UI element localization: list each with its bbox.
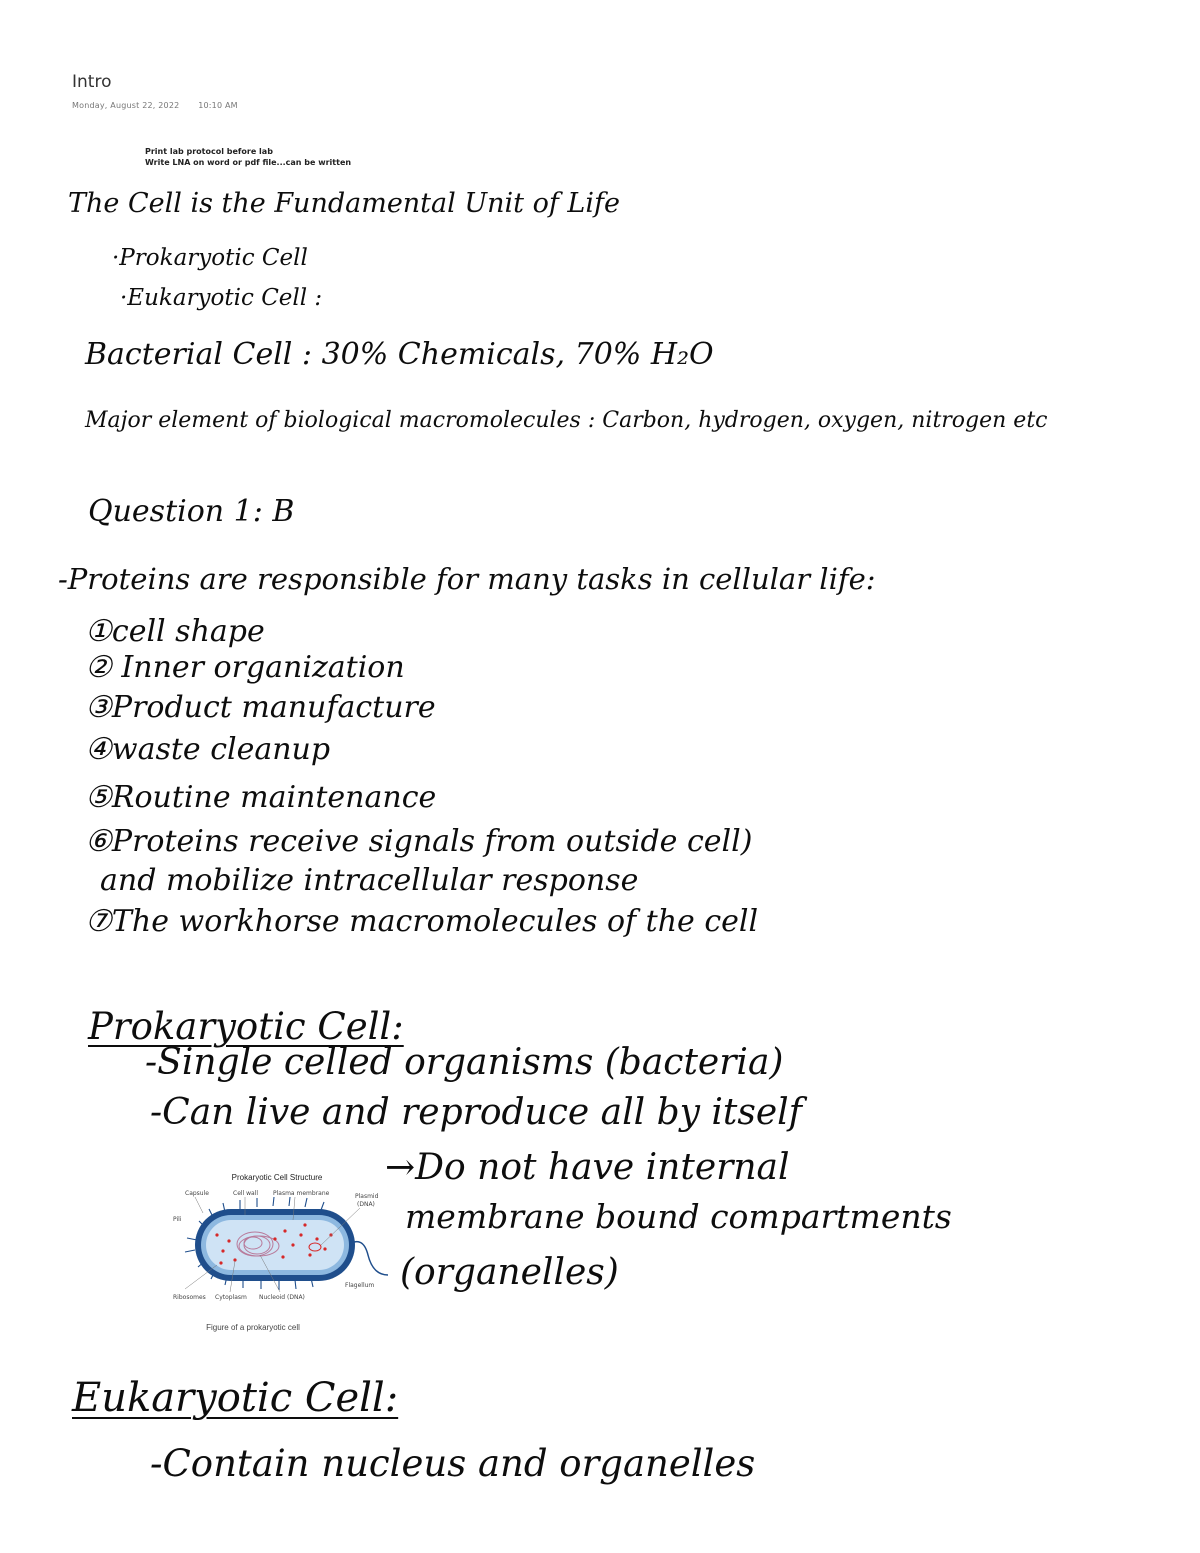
handwriting-line: -Can live and reproduce all by itself [150,1092,802,1133]
typed-note-2: Write LNA on word or pdf file...can be written [145,158,352,167]
page-meta [72,101,238,110]
handwriting-line: →Do not have internal [385,1147,790,1188]
diagram-caption: Figure of a prokaryotic cell [206,1323,300,1332]
handwriting-list-item: ④waste cleanup [85,732,331,767]
handwriting-line: Question 1: B [88,494,295,529]
handwriting-list-item: ·Prokaryotic Cell [112,245,308,271]
handwriting-list-item: ①cell shape [85,614,265,649]
handwriting-line: -Single celled organisms (bacteria) [145,1042,784,1083]
cytoplasm [206,1220,344,1270]
label-plasmid: Plasmid [355,1193,379,1200]
handwriting-line: -Proteins are responsible for many tasks in cellular life: [58,562,876,596]
label-cell-wall: Cell wall [233,1190,259,1197]
page-date: Monday, August 22, 2022 [72,101,180,110]
prokaryotic-cell-diagram [165,1165,390,1345]
label-plasma-membrane: Plasma membrane [273,1190,330,1197]
handwriting-list-item: ·Eukaryotic Cell : [120,285,323,311]
diagram-title: Prokaryotic Cell Structure [231,1173,323,1182]
typed-note-1: Print lab protocol before lab [145,147,273,156]
label-capsule: Capsule [185,1190,209,1197]
handwriting-line: Major element of biological macromolecules : Carbon, hydrogen, oxygen, nitrogen etc [85,408,1048,433]
page-title: Intro [72,72,112,92]
handwriting-line: -Contain nucleus and organelles [150,1442,756,1485]
section-heading-prokaryotic: Prokaryotic Cell: [88,1005,404,1048]
handwriting-heading: The Cell is the Fundamental Unit of Life [68,188,620,219]
handwriting-list-item: ② Inner organization [85,650,405,685]
handwriting-line: (organelles) [400,1252,619,1293]
section-heading-eukaryotic: Eukaryotic Cell: [72,1375,399,1421]
handwriting-line: membrane bound compartments [405,1197,952,1236]
label-cytoplasm: Cytoplasm [215,1294,247,1301]
handwriting-list-item: ⑦The workhorse macromolecules of the cell [85,904,759,939]
page-time: 10:10 AM [198,101,238,110]
label-plasmid-dna: (DNA) [357,1201,375,1208]
label-ribosomes: Ribosomes [173,1294,206,1301]
label-flagellum: Flagellum [345,1282,375,1289]
handwriting-list-item: ⑤Routine maintenance [85,780,437,815]
handwriting-line: Bacterial Cell : 30% Chemicals, 70% H₂O [85,337,714,372]
label-nucleoid: Nucleoid (DNA) [259,1294,305,1301]
handwriting-line: and mobilize intracellular response [100,863,639,898]
handwriting-list-item: ⑥Proteins receive signals from outside cell) [85,824,753,859]
handwriting-list-item: ③Product manufacture [85,690,436,725]
label-pili: Pili [173,1216,182,1223]
